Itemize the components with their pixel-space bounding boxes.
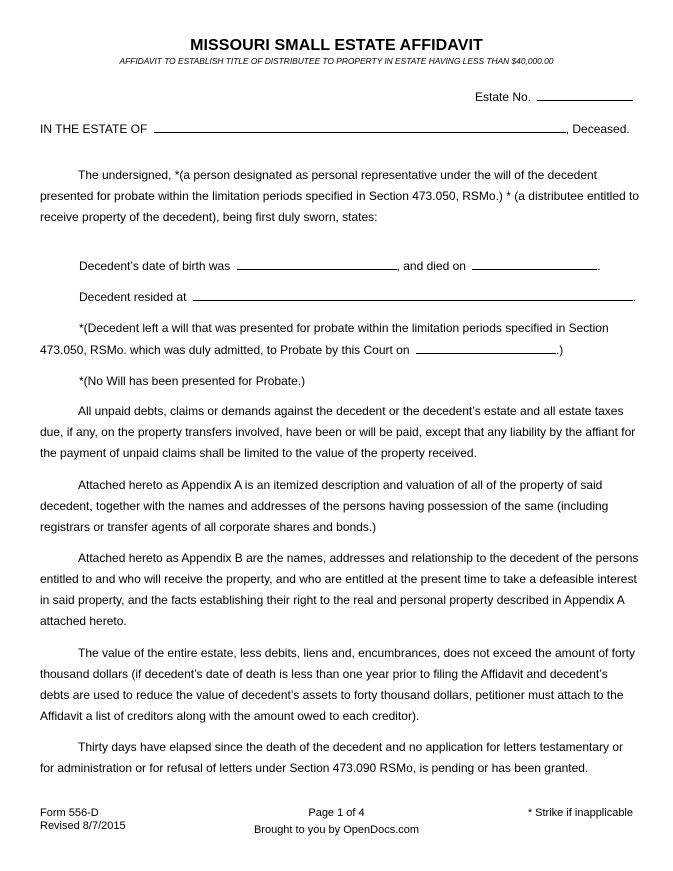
decedent-name-field[interactable]	[154, 121, 566, 133]
paragraph-thirty-days: Thirty days have elapsed since the death of the decedent and no application for letters testamentary or for administration or for refusal of letters under Section 473.090 RSMo, is pending or has been granted.	[40, 740, 623, 775]
footer-page-number: Page 1 of 4	[308, 807, 365, 819]
residence-field[interactable]	[193, 289, 633, 301]
will-line-2	[40, 342, 563, 357]
paragraph-undersigned: The undersigned, *(a person designated as personal representative under the will of the decedent presented for probate within the limitation periods specified in Section 473.050, RSMo.) * (a distributee entitled to receive property of the decedent), being first duly sworn, states:	[40, 168, 640, 224]
paragraph-appendix-a: Attached hereto as Appendix A is an itemized description and valuation of all of the property of said decedent, together with the names and addresses of the persons having possession of the same (including registrars or transfer agents of all corporate shares and bonds.)	[40, 478, 609, 534]
resided-end: .	[632, 290, 637, 304]
will-line-2-end: .)	[555, 343, 564, 357]
document-subtitle: AFFIDAVIT TO ESTABLISH TITLE OF DISTRIBUTEE TO PROPERTY IN ESTATE HAVING LESS THAN $40,000.00	[119, 56, 554, 66]
paragraph-appendix-b: Attached hereto as Appendix B are the names, addresses and relationship to the decedent of the persons entitled to and who will receive the property, and who are entitled at the present time to take a defeasible interest in said property, and the facts establishing their right to the real and personal property described in Appendix A attached hereto.	[40, 551, 639, 628]
will-line-2-text: 473.050, RSMo. which was duly admitted, to Probate by this Court on	[40, 343, 410, 357]
will-admitted-date-field[interactable]	[416, 342, 556, 354]
footer-revised-date: Revised 8/7/2015	[40, 820, 126, 832]
deceased-label: , Deceased.	[565, 122, 630, 136]
died-end: .	[597, 259, 601, 273]
estate-of-label: IN THE ESTATE OF	[40, 122, 148, 136]
estate-no-field[interactable]	[537, 89, 633, 101]
resided-label: Decedent resided at	[79, 290, 187, 304]
no-will-line: *(No Will has been presented for Probate.)	[79, 374, 306, 388]
resided-row	[79, 289, 636, 304]
dob-label: Decedent’s date of birth was	[79, 259, 231, 273]
footer-brought-by: Brought to you by OpenDocs.com	[253, 824, 420, 836]
died-label: , and died on	[396, 259, 466, 273]
paragraph-debts: All unpaid debts, claims or demands against the decedent or the decedent’s estate and all estate taxes due, if any, on the property transfers involved, have been or will be paid, except that any liability by the affiant for the payment of unpaid claims shall be limited to the value of the property received.	[40, 404, 636, 460]
dob-field[interactable]	[237, 258, 397, 270]
will-line-1: *(Decedent left a will that was presented for probate within the limitation periods specified in Section	[79, 321, 609, 335]
footer-form-number: Form 556-D	[40, 807, 99, 819]
estate-no-row	[475, 89, 633, 104]
paragraph-value: The value of the entire estate, less debits, liens and, encumbrances, does not exceed the amount of forty thousand dollars (if decedent’s date of death is less than one year prior to filing the Affidavit and decedent’s debts are used to reduce the value of decedent’s assets to forty thousand dollars, petitioner must attach to the Affidavit a list of creditors along with the amount owed to each creditor).	[40, 646, 635, 723]
dob-row	[79, 258, 601, 273]
document-title: MISSOURI SMALL ESTATE AFFIDAVIT	[190, 37, 483, 54]
footer-strike-note: * Strike if inapplicable	[527, 807, 633, 819]
estate-no-label: Estate No.	[475, 90, 532, 104]
death-date-field[interactable]	[472, 258, 597, 270]
estate-of-row	[40, 121, 630, 136]
